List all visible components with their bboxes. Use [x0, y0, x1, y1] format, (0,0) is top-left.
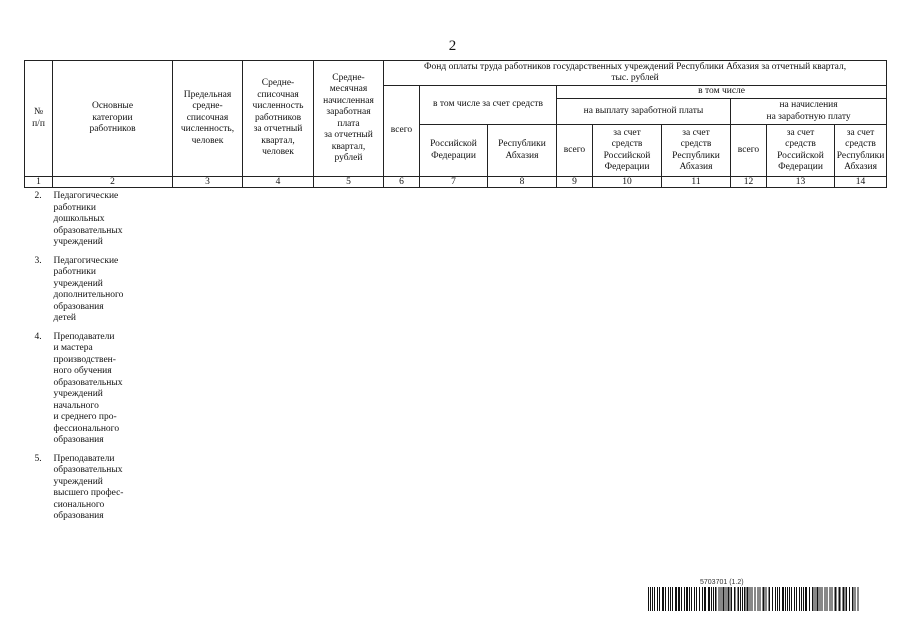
column-number: 9: [557, 177, 593, 188]
header-fund-title: Фонд оплаты труда работников государственных учреждений Республики Абхазия за отчетный квартал, тыс. рублей: [384, 61, 887, 86]
column-number: 6: [384, 177, 420, 188]
barcode-image: [648, 587, 862, 611]
column-number: 10: [593, 177, 662, 188]
header-charges-rf: за счет средств Российской Федерации: [767, 125, 835, 177]
column-number: 11: [662, 177, 731, 188]
header-charges-ra: за счет средств Республики Абхазия: [835, 125, 887, 177]
table-row: [25, 329, 887, 451]
header-source-ra: Республики Абхазия: [488, 125, 557, 177]
header-incl-sources: в том числе за счет средств: [420, 86, 557, 125]
column-number: 7: [420, 177, 488, 188]
column-number: 3: [173, 177, 243, 188]
header-source-rf: Российской Федерации: [420, 125, 488, 177]
report-table: [24, 60, 887, 527]
header-wages: на выплату заработной платы: [557, 99, 731, 125]
column-number: 12: [731, 177, 767, 188]
table-row: [25, 253, 887, 329]
barcode-caption: 5703701 (1.2): [700, 579, 744, 586]
table-row: [25, 188, 887, 253]
row-category: Преподаватели образовательных учреждений высшего профес- сионального образования: [53, 453, 124, 521]
column-number: 5: [314, 177, 384, 188]
header-fund-total: всего: [384, 86, 420, 177]
header-wages-total: всего: [557, 125, 593, 177]
header-wages-ra: за счет средств Республики Абхазия: [662, 125, 731, 177]
row-number: 2.: [34, 191, 42, 201]
table-row: [25, 451, 887, 527]
row-number: 4.: [34, 331, 42, 342]
row-category: Педагогические работники дошкольных образовательных учреждений: [53, 191, 123, 247]
header-col-categories: Основные категории работников: [53, 61, 173, 177]
row-number: 3.: [34, 255, 42, 266]
column-number: 2: [53, 177, 173, 188]
header-wages-rf: за счет средств Российской Федерации: [593, 125, 662, 177]
row-category: Преподаватели и мастера производствен- ного обучения образовательных учреждений начального и среднего про- фессионального образования: [53, 331, 123, 445]
column-number: 13: [767, 177, 835, 188]
header-incl: в том числе: [557, 86, 887, 99]
header-charges: на начисления на заработную плату: [731, 99, 887, 125]
row-category: Педагогические работники учреждений дополнительного образования детей: [53, 255, 124, 323]
column-number: 4: [243, 177, 314, 188]
header-col-limit-headcount: Предельная средне- списочная численность, человек: [173, 61, 243, 177]
page-number: 2: [448, 38, 457, 54]
column-number: 1: [25, 177, 53, 188]
row-number: 5.: [34, 453, 42, 464]
header-col-avg-salary: Средне- месячная начисленная заработная плата за отчетный квартал, рублей: [314, 61, 384, 177]
header-col-no: № п/п: [25, 61, 53, 177]
header-col-avg-headcount: Средне- списочная численность работников за отчетный квартал, человек: [243, 61, 314, 177]
header-charges-total: всего: [731, 125, 767, 177]
column-number: 8: [488, 177, 557, 188]
column-number: 14: [835, 177, 887, 188]
